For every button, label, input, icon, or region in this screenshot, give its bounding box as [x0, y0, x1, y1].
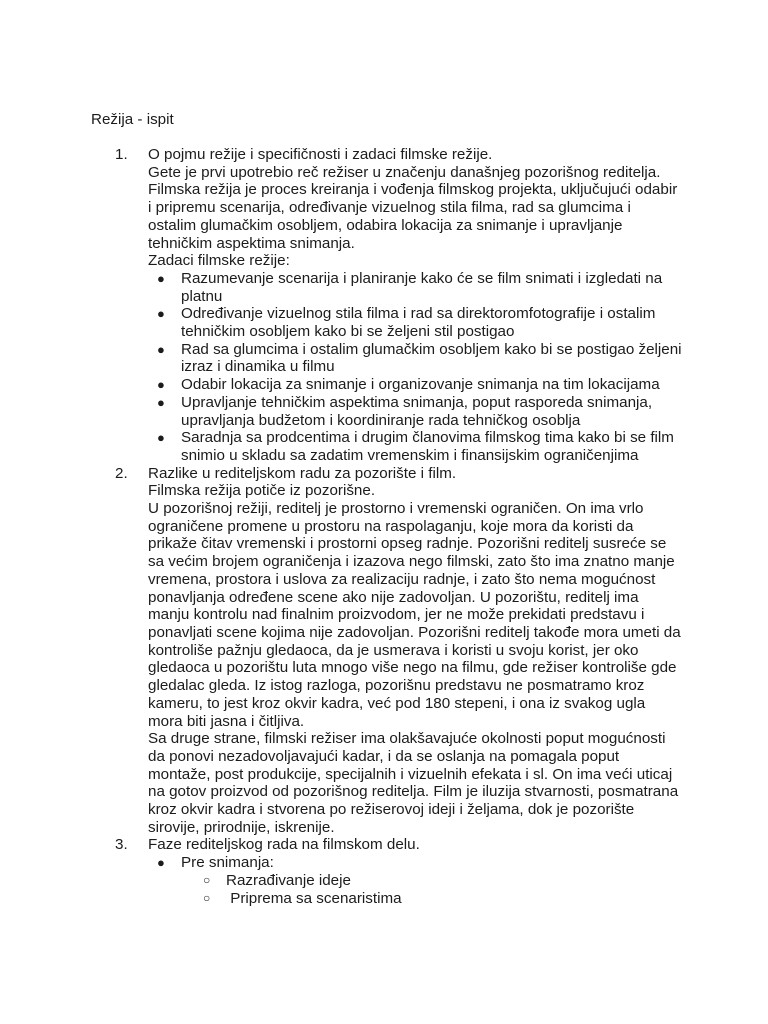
- question-heading: Razlike u rediteljskom radu za pozorište i film.: [148, 464, 457, 482]
- text-line: sirovije, prirodnije, iskrenije.: [148, 818, 335, 836]
- bullet-list: [148, 854, 670, 872]
- bullet-text: upravljanja budžetom i koordiniranje rada tehničkog osoblja: [181, 411, 581, 429]
- bullet-icon: ●: [157, 377, 165, 393]
- bullet-icon: ●: [157, 306, 165, 322]
- bullet-text: platnu: [181, 287, 223, 305]
- text-line: Sa druge strane, filmski režiser ima olakšavajuće okolnosti poput mogućnosti: [148, 730, 666, 748]
- bullet-text: Pre snimanja:: [181, 854, 274, 872]
- bullet-icon: ●: [157, 430, 165, 446]
- bullet-item: [148, 376, 670, 394]
- question-heading: O pojmu režije i specifičnosti i zadaci filmske režije.: [148, 146, 493, 163]
- text-line: vremena, prostora i uslova za realizaciju radnje, i zato što nema mogućnost: [148, 570, 656, 588]
- sub-bullet-text: Priprema sa scenaristima: [226, 889, 402, 907]
- bullet-text: tehničkim osobljem kako bi se željeni stil postigao: [181, 323, 515, 341]
- text-line: Filmska režija je proces kreiranja i vođenja filmskog projekta, uključujući odabir: [148, 181, 678, 199]
- text-line: ograničene promene u prostoru na raspolaganju, koje mora da koristi da: [148, 517, 634, 535]
- text-line: mora biti jasna i čitljiva.: [148, 712, 305, 730]
- bullet-item: [148, 340, 682, 376]
- bullet-text: Odabir lokacija za snimanje i organizovanje snimanja na tim lokacijama: [181, 376, 660, 394]
- text-line: kroz okvir kadra i stvorena po režiserovoj ideji i željama, dok je pozorište: [148, 801, 635, 819]
- bullet-text: Saradnja sa prodcentima i drugim članovima filmskog tima kako bi se film: [181, 429, 674, 447]
- question-number: 2.: [115, 464, 128, 482]
- circle-bullet-icon: ○: [203, 890, 211, 905]
- circle-bullet-icon: ○: [203, 872, 211, 887]
- question-item-1: [0, 146, 682, 465]
- bullet-text: Razumevanje scenarija i planiranje kako će se film snimati i izgledati na: [181, 269, 663, 287]
- bullet-icon: ●: [157, 270, 165, 286]
- bullet-item: [148, 270, 670, 305]
- text-line: kontroliše pažnju gledaoca, da je usmerava i koristi u svoju korist, jer oko: [148, 641, 639, 659]
- text-line: da ponovi nezadovoljavajući kadar, i da se oslanja na pomagala poput: [148, 747, 620, 765]
- bullet-text: izraz i dinamika u filmu: [181, 358, 335, 376]
- text-line: ostalim glumačkim osobljem, odabira lokacija za snimanje i upravljanje: [148, 216, 623, 234]
- text-line: na gotov proizvod od pozorišnog reditelja. Film je iluzija stvarnosti, posmatrana: [148, 783, 679, 801]
- bullet-icon: ●: [157, 394, 165, 410]
- bullet-item: [148, 429, 674, 464]
- question-number: 1.: [115, 146, 128, 163]
- text-line: manju kontrolu nad finalnim proizvodom, jer ne može prekidati predstavu i: [148, 606, 645, 624]
- text-line: ponavljanja određene scene ako nije zadovoljan. U pozorištu, reditelj ima: [148, 588, 639, 606]
- bullet-text: Određivanje vizuelnog stila filma i rad sa direktoromfotografije i ostalim: [181, 305, 656, 323]
- question-heading: Faze rediteljskog rada na filmskom delu.: [148, 836, 420, 854]
- text-line: ponavljati scene kojima nije zadovoljan. Pozorišni reditelj takođe mora umeti da: [148, 623, 681, 641]
- bullet-icon: ●: [157, 341, 165, 357]
- text-line: gledalac gleda. Iz istog razloga, pozorišnu predstavu ne posmatramo kroz: [148, 677, 645, 695]
- bullet-item: [148, 305, 670, 340]
- sub-bullet-list: [148, 872, 670, 907]
- document-title: Režija - ispit: [91, 111, 174, 128]
- text-line: i pripremu scenarija, određivanje vizuelnog stila filma, rad sa glumcima i: [148, 199, 631, 217]
- question-item-2: [0, 464, 681, 837]
- question-list: [0, 146, 768, 907]
- text-line: montaže, post produkcije, specijalnih i vizuelnih efekata i sl. On ima veći uticaj: [148, 765, 673, 783]
- sub-bullet-text: Razrađivanje ideje: [226, 871, 351, 889]
- text-line: Filmska režija potiče iz pozorišne.: [148, 482, 376, 500]
- text-line: tehničkim aspektima snimanja.: [148, 234, 355, 252]
- bullet-item: [148, 854, 670, 872]
- bullet-text: Upravljanje tehničkim aspektima snimanja, poput rasporeda snimanja,: [181, 393, 653, 411]
- text-line: sa većim brojem ograničenja i izazova nego filmski, zato što ima znatno manje: [148, 553, 675, 571]
- sub-bullet-item: [148, 890, 670, 908]
- question-item-3: [0, 836, 670, 907]
- bullet-text: snimio u skladu sa zadatim vremenskim i finansijskim ograničenjima: [181, 446, 639, 464]
- bullet-item: [148, 394, 670, 429]
- text-line: prikaže čitav vremenski i prostorni opseg radnje. Pozorišni reditelj susreće se: [148, 535, 667, 553]
- text-line: U pozorišnoj režiji, reditelj je prostorno i vremenski ograničen. On ima vrlo: [148, 500, 644, 518]
- sub-bullet-item: [148, 872, 670, 890]
- bullet-list: [148, 269, 682, 465]
- text-line: kameru, to jest kroz okvir kadra, već pod 180 stepeni, i ona iz svakog ugla: [148, 694, 646, 712]
- bullet-icon: ●: [157, 855, 165, 871]
- bullet-text: Rad sa glumcima i ostalim glumačkim osobljem kako bi se postigao željeni: [181, 340, 682, 358]
- question-number: 3.: [115, 836, 128, 854]
- text-line: gledaoca u pozorištu luta mnogo više nego na filmu, gde režiser kontroliše gde: [148, 659, 677, 677]
- text-line: Gete je prvi upotrebio reč režiser u značenju današnjeg pozorišnog reditelja.: [148, 163, 661, 181]
- text-line: Zadaci filmske režije:: [148, 252, 290, 270]
